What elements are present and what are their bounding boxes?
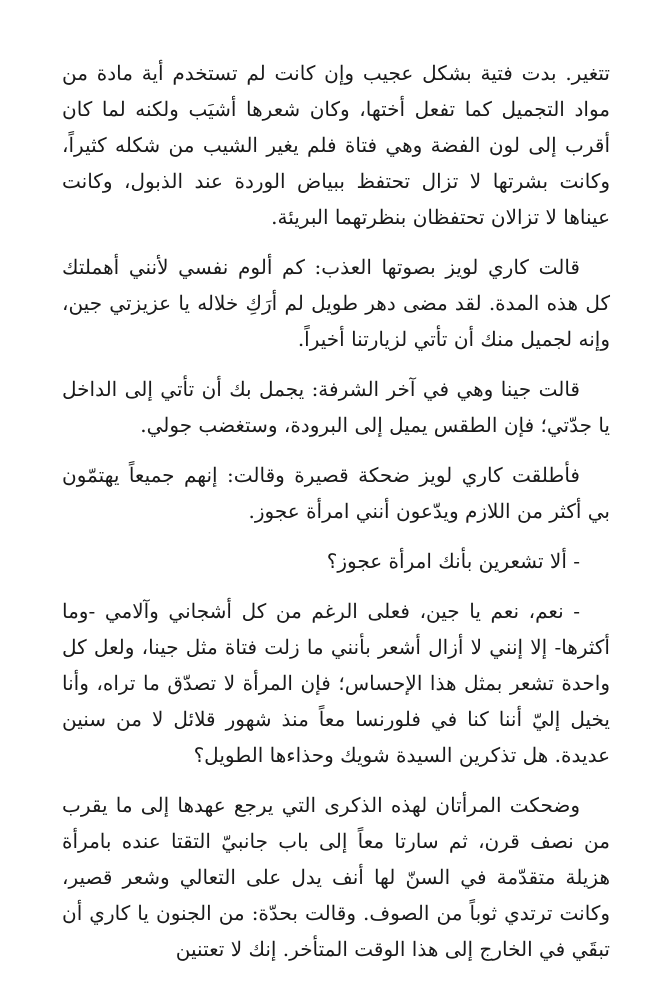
paragraph-3: قالت جينا وهي في آخر الشرفة: يجمل بك أن تأتي إلى الداخل يا جدّتي؛ فإن الطقس يميل إلى البرودة، وستغضب جولي. bbox=[62, 377, 610, 437]
paragraph-5: - ألا تشعرين بأنك امرأة عجوز؟ bbox=[326, 549, 580, 573]
paragraph-4: فأطلقت كاري لويز ضحكة قصيرة وقالت: إنهم جميعاً يهتمّون بي أكثر من اللازم ويدّعون أنني امرأة عجوز. bbox=[62, 463, 610, 523]
paragraph-2: قالت كاري لويز بصوتها العذب: كم ألوم نفسي لأنني أهملتك كل هذه المدة. لقد مضى دهر طويل لم أرَكِ خلاله يا عزيزتي جين، وإنه لجميل منك أن تأتي لزيارتنا أخيراً. bbox=[62, 255, 610, 351]
paragraph-6: - نعم، نعم يا جين، فعلى الرغم من كل أشجاني وآلامي -وما أكثرها- إلا إنني لا أزال أشعر بأنني ما زلت فتاة مثل جينا، ولعل كل واحدة تشعر بمثل هذا الإحساس؛ فإن المرأة لا تصدّق ما تراه، وأنا يخيل إليّ أننا كنا في فلورنسا معاً منذ شهور قلائل لا من سنين عديدة. هل تذكرين السيدة شويك وحذاءها الطويل؟ bbox=[62, 599, 610, 767]
paragraph-7: وضحكت المرأتان لهذه الذكرى التي يرجع عهدها إلى ما يقرب من نصف قرن، ثم سارتا معاً إلى باب جانبيّ التقتا عنده بامرأة هزيلة متقدّمة في السنّ لها أنف يدل على التعالي وشعر قصير، وكانت ترتدي ثوباً من الصوف. وقالت بحدّة: من الجنون يا كاري أن تبقَي في الخارج إلى هذا الوقت المتأخر. إنك لا تعتنين bbox=[62, 793, 610, 961]
paragraph-1: تتغير. بدت فتية بشكل عجيب وإن كانت لم تستخدم أية مادة من مواد التجميل كما تفعل أختها، وكان شعرها أشيَب ولكنه لما كان أقرب إلى لون الفضة وهي فتاة فلم يغير الشيب من شكله كثيراً، وكانت بشرتها لا تزال تحتفظ ببياض الوردة عند الذبول، وكانت عيناها لا تزالان تحتفظان بنظرتهما البريئة. bbox=[62, 61, 610, 229]
document-page bbox=[62, 55, 610, 981]
